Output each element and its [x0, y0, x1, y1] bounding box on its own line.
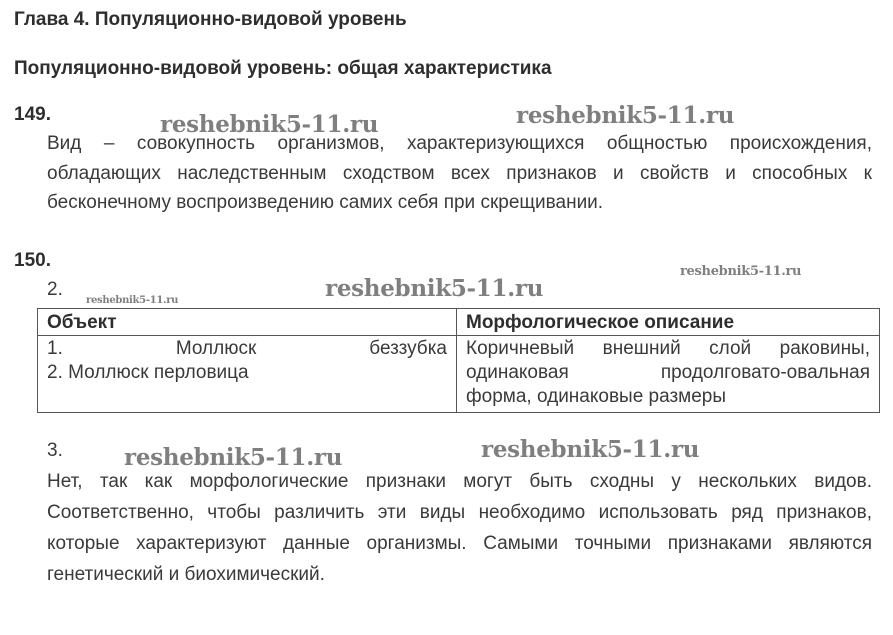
task-149-number: 149.: [14, 104, 51, 125]
object-line-1: 1. Моллюск беззубка: [47, 338, 447, 359]
watermark: reshebnik5-11.ru: [481, 436, 700, 463]
section-title: Популяционно-видовой уровень: общая характеристика: [14, 58, 552, 79]
table-header-row: [38, 309, 880, 336]
table-cell-description: [457, 336, 880, 413]
morphology-table: [37, 308, 880, 413]
task-150-number: 150.: [14, 250, 51, 271]
object-line-2: 2. Моллюск перловица: [47, 362, 249, 383]
chapter-title: Глава 4. Популяционно-видовой уровень: [14, 9, 407, 30]
watermark: reshebnik5-11.ru: [325, 275, 544, 302]
table-cell-objects: [38, 336, 457, 413]
table-header-object: Объект: [38, 309, 457, 336]
description-line-2: одинаковая продолговато-овальная: [466, 362, 870, 383]
watermark: reshebnik5-11.ru: [124, 444, 343, 471]
description-line-3: форма, одинаковые размеры: [466, 386, 727, 407]
watermark: reshebnik5-11.ru: [680, 264, 802, 279]
table-row: [38, 336, 880, 413]
task-149-text: Вид – совокупность организмов, характеризующихся общностью происхождения, обладающих наследственным сходством всех признаков и свойств и способных к бесконечному воспроизведению самих себя при скрещивании.: [47, 133, 872, 213]
watermark: reshebnik5-11.ru: [160, 111, 379, 138]
description-line-1: Коричневый внешний слой раковины,: [466, 338, 870, 359]
watermark: reshebnik5-11.ru: [86, 295, 179, 306]
item-2-label: 2.: [47, 279, 63, 300]
item-3-text: Нет, так как морфологические признаки могут быть сходны у нескольких видов. Соответственно, чтобы различить эти виды необходимо использовать ряд признаков, которые характеризуют данные организмы. Самыми точными признаками являются генетический и биохимический.: [47, 471, 872, 585]
watermark: reshebnik5-11.ru: [516, 102, 735, 129]
item-3-label: 3.: [47, 440, 63, 461]
table-header-description: Морфологическое описание: [457, 309, 880, 336]
